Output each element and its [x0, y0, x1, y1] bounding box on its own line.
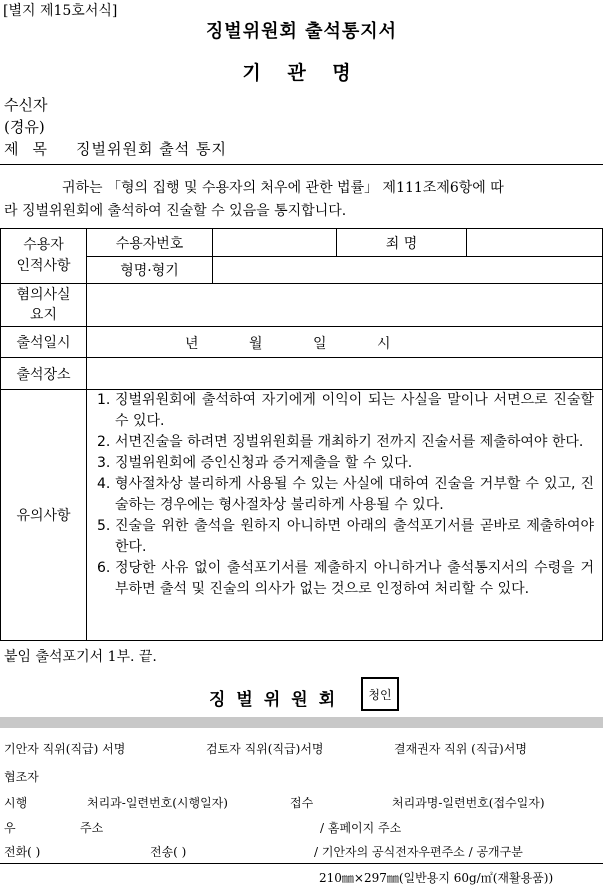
footer-bottom-line: [0, 863, 603, 864]
document-title: 징벌위원회 출석통지서: [205, 21, 398, 42]
note-item: [87, 432, 594, 453]
cooperator-field: 협조자: [4, 770, 39, 784]
agency-name: 기 관 명: [242, 62, 361, 84]
note-text: 징벌위원회에 출석하여 자기에게 이익이 되는 사실을 말이나 서면으로 진술할 수 있다.: [115, 392, 594, 429]
note-text: 정당한 사유 없이 출석포기서를 제출하지 아니하거나 출석통지서의 수령을 거부하면 출석 및 진술의 의사가 없는 것으로 인정하여 처리할 수 있다.: [115, 560, 594, 597]
date-year: 년: [185, 336, 199, 352]
notes-cell: [87, 390, 603, 641]
notes-list: [87, 390, 602, 600]
enforcement-number: 처리과-일련번호(시행일자): [87, 796, 228, 810]
receipt-number: 처리과명-일련번호(접수일자): [392, 796, 545, 810]
notice-table: [0, 228, 603, 641]
paper-spec: 210㎜×297㎜(일반용지 60g/㎡(재활용품)): [319, 871, 554, 885]
note-item: [87, 516, 594, 558]
postcode-label: 우: [4, 821, 16, 835]
note-item: [87, 558, 594, 600]
sentence-value[interactable]: [213, 257, 603, 284]
note-number: 5.: [97, 518, 111, 534]
attendance-date-value[interactable]: [87, 327, 603, 358]
crime-label: 죄 명: [337, 229, 467, 257]
approver-field: 결재권자 직위 (직급)서명: [394, 742, 527, 756]
sentence-label: 형명·형기: [87, 257, 213, 284]
enforcement-label: 시행: [4, 796, 28, 810]
official-seal-box: 청인: [361, 677, 399, 711]
attendance-date-label: 출석일시: [1, 327, 87, 358]
via-label: (경유): [4, 118, 45, 136]
crime-value[interactable]: [467, 229, 603, 257]
form-number-tag: [별지 제15호서식]: [3, 3, 118, 19]
note-item: [87, 390, 594, 432]
note-text: 진술을 위한 출석을 원하지 아니하면 아래의 출석포기서를 곧바로 제출하여야 한다.: [115, 518, 594, 555]
inmate-number-label: 수용자번호: [87, 229, 213, 257]
note-text: 서면진술을 하려면 징벌위원회를 개최하기 전까지 진술서를 제출하여야 한다.: [115, 434, 584, 450]
body-text-line-1: 귀하는 「형의 집행 및 수용자의 처우에 관한 법률」 제111조제6항에 따: [62, 180, 504, 196]
receipt-label: 접수: [290, 796, 314, 810]
header-divider: [0, 164, 603, 165]
homepage-label: / 홈페이지 주소: [320, 821, 402, 835]
date-month: 월: [249, 336, 263, 352]
notes-label: 유의사항: [1, 390, 87, 641]
recipient-label: 수신자: [4, 96, 48, 114]
attendance-place-label: 출석장소: [1, 358, 87, 390]
reviewer-field: 검토자 직위(직급)서명: [206, 742, 324, 756]
attachment-line: 붙임 출석포기서 1부. 끝.: [4, 649, 157, 665]
subject-text: 징벌위원회 출석 통지: [76, 140, 227, 158]
suspicion-value[interactable]: [87, 284, 603, 327]
note-item: [87, 474, 594, 516]
identity-label: 수용자 인적사항: [1, 229, 87, 284]
fax-label: 전송( ): [150, 845, 187, 859]
note-number: 6.: [97, 560, 111, 576]
email-label: / 기안자의 공식전자우편주소 / 공개구분: [314, 845, 523, 859]
note-number: 4.: [97, 476, 111, 492]
attendance-place-value[interactable]: [87, 358, 603, 390]
note-number: 2.: [97, 434, 111, 450]
note-text: 징벌위원회에 증인신청과 증거제출을 할 수 있다.: [115, 455, 413, 471]
date-hour: 시: [377, 336, 391, 352]
inmate-number-value[interactable]: [213, 229, 337, 257]
footer-divider-bar: [0, 717, 603, 728]
committee-name: 징벌위원회: [209, 690, 347, 710]
note-number: 1.: [97, 392, 111, 408]
address-label: 주소: [80, 821, 104, 835]
note-item: [87, 453, 594, 474]
suspicion-label: 혐의사실 요지: [1, 284, 87, 327]
subject-label: 제목: [4, 140, 61, 158]
phone-label: 전화( ): [4, 845, 41, 859]
note-text: 형사절차상 불리하게 사용될 수 있는 사실에 대하여 진술을 거부할 수 있고, 진술하는 경우에는 형사절차상 불리하게 사용될 수 있다.: [115, 476, 594, 513]
body-text-line-2: 라 징벌위원회에 출석하여 진술할 수 있음을 통지합니다.: [4, 203, 347, 219]
date-day: 일: [313, 336, 327, 352]
note-number: 3.: [97, 455, 111, 471]
drafter-field: 기안자 직위(직급) 서명: [4, 742, 126, 756]
